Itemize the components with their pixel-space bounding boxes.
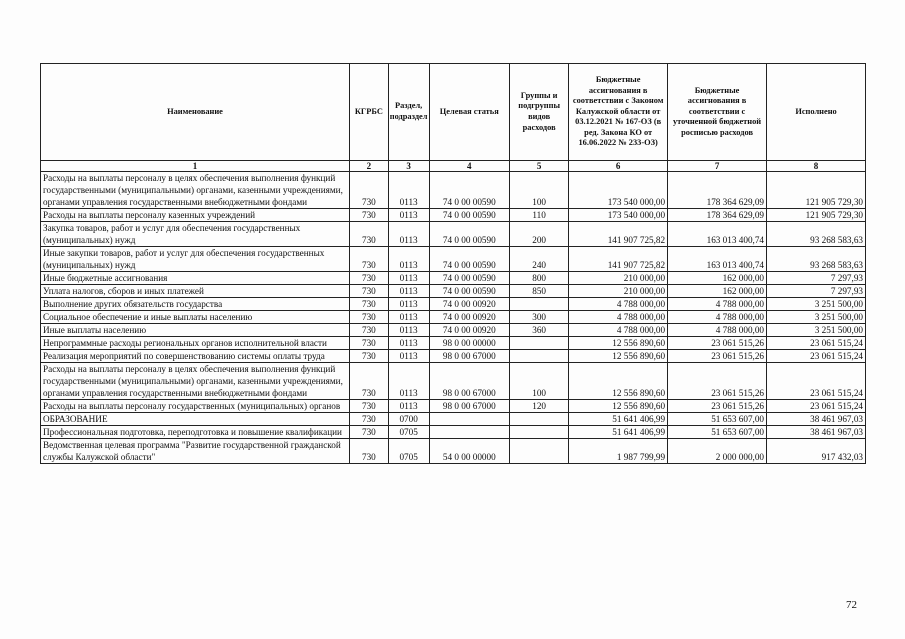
cell-executed: 7 297,93 — [767, 272, 866, 285]
cell-group — [510, 298, 569, 311]
cell-kgrbs: 730 — [349, 222, 388, 247]
cell-group: 360 — [510, 324, 569, 337]
cell-budget-refined: 23 061 515,26 — [668, 337, 767, 350]
cell-target: 54 0 00 00000 — [429, 439, 510, 464]
cell-name: Иные бюджетные ассигнования — [41, 272, 350, 285]
cell-target — [429, 426, 510, 439]
cell-section: 0113 — [388, 272, 429, 285]
cell-group: 300 — [510, 311, 569, 324]
cell-group — [510, 439, 569, 464]
cell-name: Расходы на выплаты персоналу казенных учреждений — [41, 209, 350, 222]
cell-budget-refined: 163 013 400,74 — [668, 222, 767, 247]
cell-executed: 23 061 515,24 — [767, 350, 866, 363]
cell-budget-refined: 4 788 000,00 — [668, 298, 767, 311]
cell-target: 74 0 00 00920 — [429, 311, 510, 324]
header-target: Целевая статья — [429, 64, 510, 161]
cell-budget-law: 210 000,00 — [569, 272, 668, 285]
cell-executed: 23 061 515,24 — [767, 337, 866, 350]
cell-executed: 23 061 515,24 — [767, 400, 866, 413]
table-row — [41, 247, 866, 272]
column-number: 8 — [767, 161, 866, 172]
header-budget-refined: Бюджетные ассигнования в соответствии с уточненной бюджетной росписью расходов — [668, 64, 767, 161]
cell-budget-law: 12 556 890,60 — [569, 350, 668, 363]
cell-budget-law: 4 788 000,00 — [569, 311, 668, 324]
cell-budget-law: 173 540 000,00 — [569, 172, 668, 209]
cell-section: 0113 — [388, 400, 429, 413]
cell-target: 74 0 00 00590 — [429, 247, 510, 272]
cell-executed: 3 251 500,00 — [767, 324, 866, 337]
cell-section: 0113 — [388, 298, 429, 311]
cell-executed: 38 461 967,03 — [767, 426, 866, 439]
cell-target: 98 0 00 67000 — [429, 363, 510, 400]
budget-table — [40, 63, 866, 464]
cell-name: Расходы на выплаты персоналу в целях обеспечения выполнения функций государственными (муниципальными) органами, казенными учреждениями, органами управления государственными внебюджетными фондами — [41, 363, 350, 400]
cell-section: 0700 — [388, 413, 429, 426]
table-row — [41, 400, 866, 413]
table-row — [41, 222, 866, 247]
cell-budget-law: 141 907 725,82 — [569, 247, 668, 272]
column-number: 7 — [668, 161, 767, 172]
cell-executed: 917 432,03 — [767, 439, 866, 464]
cell-target: 98 0 00 00000 — [429, 337, 510, 350]
cell-kgrbs: 730 — [349, 337, 388, 350]
cell-name: Расходы на выплаты персоналу государственных (муниципальных) органов — [41, 400, 350, 413]
table-row — [41, 209, 866, 222]
cell-budget-refined: 4 788 000,00 — [668, 324, 767, 337]
cell-section: 0705 — [388, 439, 429, 464]
cell-budget-refined: 178 364 629,09 — [668, 209, 767, 222]
cell-budget-refined: 51 653 607,00 — [668, 426, 767, 439]
table-row — [41, 363, 866, 400]
cell-budget-refined: 162 000,00 — [668, 285, 767, 298]
cell-target: 74 0 00 00590 — [429, 285, 510, 298]
cell-kgrbs: 730 — [349, 311, 388, 324]
cell-group — [510, 337, 569, 350]
cell-name: Иные выплаты населению — [41, 324, 350, 337]
table-row — [41, 311, 866, 324]
cell-group — [510, 413, 569, 426]
cell-budget-law: 4 788 000,00 — [569, 298, 668, 311]
cell-section: 0113 — [388, 172, 429, 209]
cell-kgrbs: 730 — [349, 439, 388, 464]
cell-target: 74 0 00 00920 — [429, 298, 510, 311]
column-number: 4 — [429, 161, 510, 172]
cell-executed: 93 268 583,63 — [767, 222, 866, 247]
cell-name: Выполнение других обязательств государства — [41, 298, 350, 311]
cell-target: 74 0 00 00920 — [429, 324, 510, 337]
cell-section: 0113 — [388, 363, 429, 400]
cell-kgrbs: 730 — [349, 285, 388, 298]
table-row — [41, 172, 866, 209]
cell-kgrbs: 730 — [349, 247, 388, 272]
cell-executed: 3 251 500,00 — [767, 298, 866, 311]
cell-budget-law: 51 641 406,99 — [569, 426, 668, 439]
cell-section: 0113 — [388, 337, 429, 350]
cell-section: 0705 — [388, 426, 429, 439]
cell-name: ОБРАЗОВАНИЕ — [41, 413, 350, 426]
cell-budget-law: 141 907 725,82 — [569, 222, 668, 247]
cell-name: Расходы на выплаты персоналу в целях обеспечения выполнения функций государственными (муниципальными) органами, казенными учреждениями, органами управления государственными внебюджетными фондами — [41, 172, 350, 209]
cell-budget-refined: 4 788 000,00 — [668, 311, 767, 324]
cell-section: 0113 — [388, 324, 429, 337]
column-number: 6 — [569, 161, 668, 172]
cell-budget-refined: 162 000,00 — [668, 272, 767, 285]
cell-name: Уплата налогов, сборов и иных платежей — [41, 285, 350, 298]
cell-budget-law: 12 556 890,60 — [569, 400, 668, 413]
cell-budget-law: 12 556 890,60 — [569, 363, 668, 400]
cell-budget-law: 12 556 890,60 — [569, 337, 668, 350]
cell-section: 0113 — [388, 311, 429, 324]
cell-budget-law: 1 987 799,99 — [569, 439, 668, 464]
cell-group: 120 — [510, 400, 569, 413]
cell-target: 74 0 00 00590 — [429, 172, 510, 209]
cell-group: 850 — [510, 285, 569, 298]
column-number: 5 — [510, 161, 569, 172]
cell-budget-refined: 178 364 629,09 — [668, 172, 767, 209]
cell-kgrbs: 730 — [349, 413, 388, 426]
page-number: 72 — [846, 599, 857, 611]
cell-name: Профессиональная подготовка, переподготовка и повышение квалификации — [41, 426, 350, 439]
table-row — [41, 272, 866, 285]
table-row — [41, 413, 866, 426]
cell-budget-law: 51 641 406,99 — [569, 413, 668, 426]
cell-name: Закупка товаров, работ и услуг для обеспечения государственных (муниципальных) нужд — [41, 222, 350, 247]
table-row — [41, 350, 866, 363]
cell-target — [429, 413, 510, 426]
cell-section: 0113 — [388, 209, 429, 222]
cell-target: 98 0 00 67000 — [429, 350, 510, 363]
cell-group: 110 — [510, 209, 569, 222]
cell-budget-refined: 163 013 400,74 — [668, 247, 767, 272]
cell-section: 0113 — [388, 285, 429, 298]
cell-target: 74 0 00 00590 — [429, 272, 510, 285]
cell-section: 0113 — [388, 222, 429, 247]
cell-executed: 23 061 515,24 — [767, 363, 866, 400]
cell-group: 800 — [510, 272, 569, 285]
cell-budget-refined: 23 061 515,26 — [668, 350, 767, 363]
cell-executed: 121 905 729,30 — [767, 172, 866, 209]
cell-group — [510, 426, 569, 439]
cell-kgrbs: 730 — [349, 363, 388, 400]
cell-name: Непрограммные расходы региональных органов исполнительной власти — [41, 337, 350, 350]
cell-kgrbs: 730 — [349, 400, 388, 413]
cell-budget-refined: 2 000 000,00 — [668, 439, 767, 464]
column-number: 1 — [41, 161, 350, 172]
header-section: Раздел, подраздел — [388, 64, 429, 161]
cell-target: 74 0 00 00590 — [429, 222, 510, 247]
cell-kgrbs: 730 — [349, 272, 388, 285]
table-row — [41, 337, 866, 350]
cell-kgrbs: 730 — [349, 298, 388, 311]
column-number: 2 — [349, 161, 388, 172]
cell-budget-refined: 23 061 515,26 — [668, 363, 767, 400]
table-row — [41, 298, 866, 311]
cell-budget-refined: 23 061 515,26 — [668, 400, 767, 413]
column-number-row — [41, 161, 866, 172]
cell-executed: 7 297,93 — [767, 285, 866, 298]
cell-group: 200 — [510, 222, 569, 247]
cell-group: 240 — [510, 247, 569, 272]
cell-budget-law: 210 000,00 — [569, 285, 668, 298]
table-row — [41, 285, 866, 298]
cell-name: Ведомственная целевая программа "Развитие государственной гражданской службы Калужской области" — [41, 439, 350, 464]
cell-target: 98 0 00 67000 — [429, 400, 510, 413]
cell-section: 0113 — [388, 350, 429, 363]
cell-name: Социальное обеспечение и иные выплаты населению — [41, 311, 350, 324]
header-budget-law: Бюджетные ассигнования в соответствии с Законом Калужской области от 03.12.2021 № 167-ОЗ (в ред. Закона КО от 16.06.2022 № 233-ОЗ) — [569, 64, 668, 161]
cell-executed: 3 251 500,00 — [767, 311, 866, 324]
cell-executed: 93 268 583,63 — [767, 247, 866, 272]
cell-budget-law: 4 788 000,00 — [569, 324, 668, 337]
cell-group — [510, 350, 569, 363]
cell-executed: 38 461 967,03 — [767, 413, 866, 426]
cell-group: 100 — [510, 363, 569, 400]
cell-section: 0113 — [388, 247, 429, 272]
cell-target: 74 0 00 00590 — [429, 209, 510, 222]
table-row — [41, 324, 866, 337]
cell-kgrbs: 730 — [349, 209, 388, 222]
header-executed: Исполнено — [767, 64, 866, 161]
cell-kgrbs: 730 — [349, 350, 388, 363]
cell-group: 100 — [510, 172, 569, 209]
table-row — [41, 426, 866, 439]
header-groups: Группы и подгруппы видов расходов — [510, 64, 569, 161]
table-row — [41, 439, 866, 464]
column-number: 3 — [388, 161, 429, 172]
cell-name: Иные закупки товаров, работ и услуг для обеспечения государственных (муниципальных) нужд — [41, 247, 350, 272]
cell-budget-refined: 51 653 607,00 — [668, 413, 767, 426]
table-header-row — [41, 64, 866, 161]
cell-kgrbs: 730 — [349, 426, 388, 439]
cell-budget-law: 173 540 000,00 — [569, 209, 668, 222]
table-body — [41, 172, 866, 464]
cell-name: Реализация мероприятий по совершенствованию системы оплаты труда — [41, 350, 350, 363]
header-name: Наименование — [41, 64, 350, 161]
cell-kgrbs: 730 — [349, 172, 388, 209]
cell-executed: 121 905 729,30 — [767, 209, 866, 222]
cell-kgrbs: 730 — [349, 324, 388, 337]
budget-table-sheet — [40, 63, 866, 464]
header-kgrbs: КГРБС — [349, 64, 388, 161]
